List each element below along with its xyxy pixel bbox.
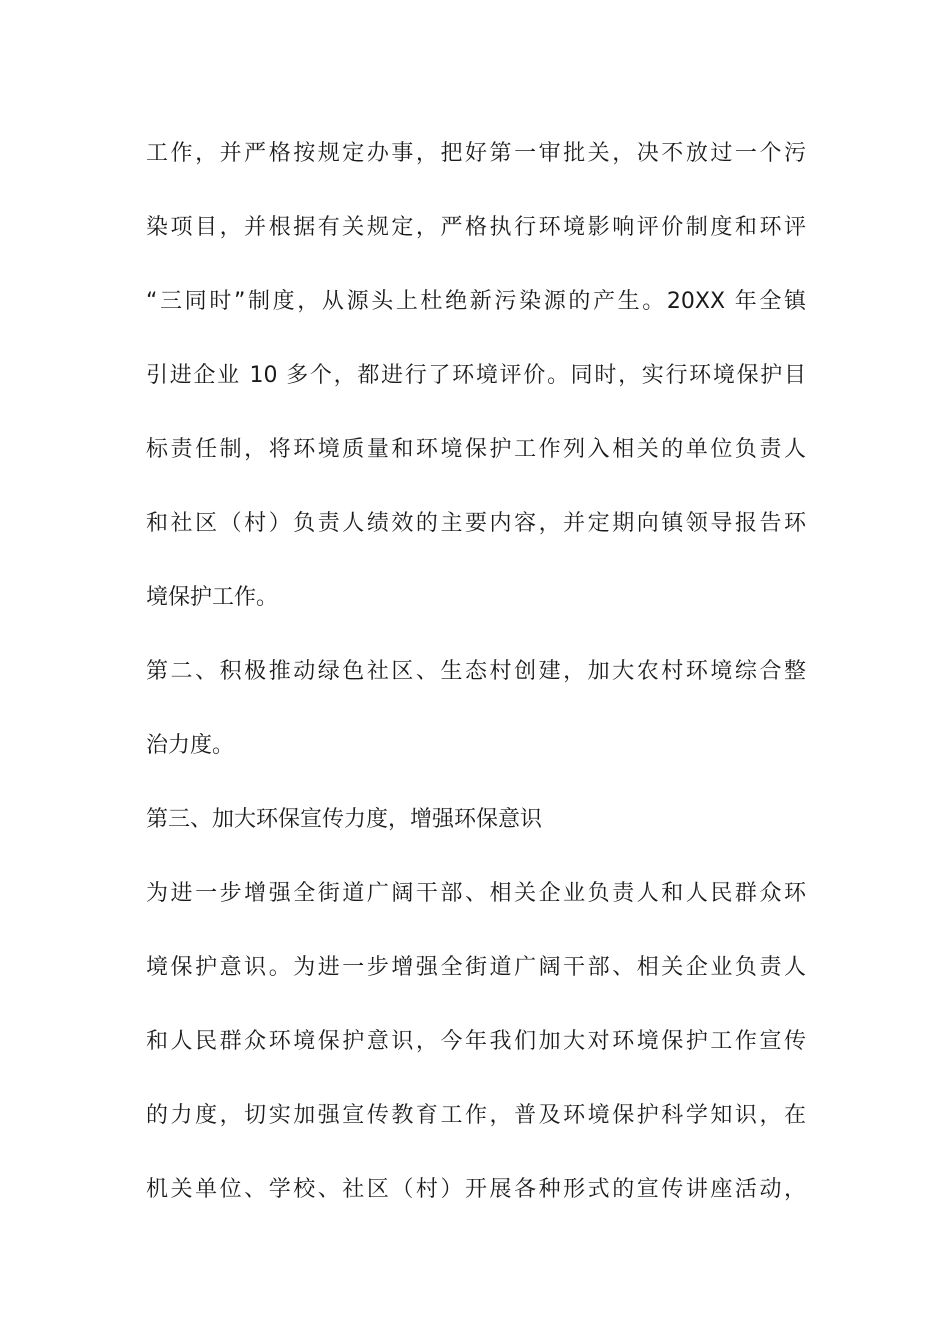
text-line-9: 治力度。 — [146, 733, 235, 758]
text-line-2: 染项目，并根据有关规定，严格执行环境影响评价制度和环评 — [146, 215, 806, 240]
text-line-11: 为进一步增强全街道广阔干部、相关企业负责人和人民群众环 — [146, 881, 806, 906]
text-line-12: 境保护意识。为进一步增强全街道广阔干部、相关企业负责人 — [146, 955, 806, 980]
section-heading-3: 第三、加大环保宣传力度，增强环保意识 — [146, 807, 543, 832]
text-line-8: 第二、积极推动绿色社区、生态村创建，加大农村环境综合整 — [146, 659, 806, 684]
text-line-5: 标责任制，将环境质量和环境保护工作列入相关的单位负责人 — [146, 437, 806, 462]
text-line-6: 和社区（村）负责人绩效的主要内容，并定期向镇领导报告环 — [146, 511, 806, 536]
text-line-13: 和人民群众环境保护意识，今年我们加大对环境保护工作宣传 — [146, 1029, 806, 1054]
text-line-4: 引进企业 10 多个，都进行了环境评价。同时，实行环境保护目 — [146, 363, 806, 388]
text-line-14: 的力度，切实加强宣传教育工作，普及环境保护科学知识，在 — [146, 1103, 806, 1128]
text-line-7: 境保护工作。 — [146, 585, 279, 610]
text-line-1: 工作，并严格按规定办事，把好第一审批关，决不放过一个污 — [146, 141, 806, 166]
text-line-15: 机关单位、学校、社区（村）开展各种形式的宣传讲座活动， — [146, 1177, 806, 1202]
text-line-3: “三同时”制度，从源头上杜绝新污染源的产生。20XX 年全镇 — [146, 289, 806, 314]
